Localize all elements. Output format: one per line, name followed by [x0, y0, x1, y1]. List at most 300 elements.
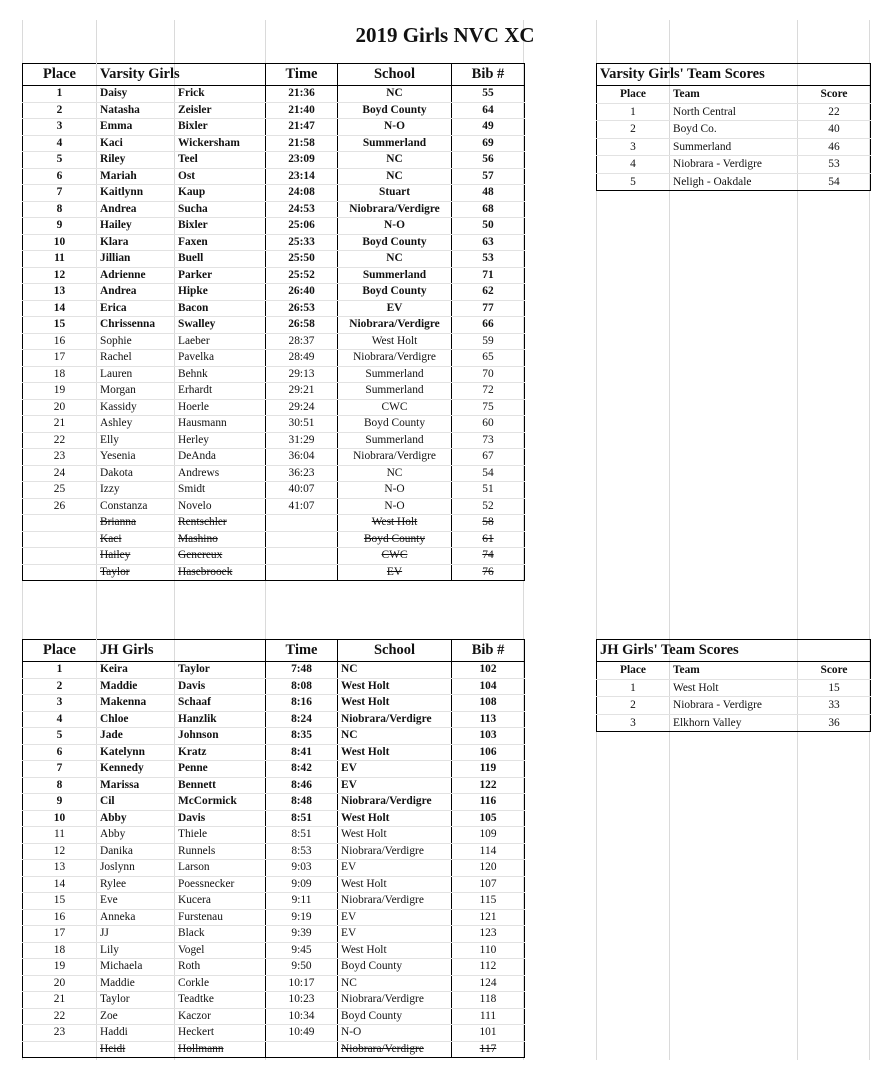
bib-cell: 74 [452, 548, 525, 565]
time-cell: 9:39 [266, 926, 338, 943]
last-name-cell: Davis [175, 810, 266, 827]
score-cell: 15 [798, 679, 871, 697]
school-cell: Summerland [338, 267, 452, 284]
first-name-cell: Morgan [97, 383, 175, 400]
score-cell: 36 [798, 714, 871, 732]
place-cell: 15 [23, 317, 97, 334]
last-name-cell: Schaaf [175, 695, 266, 712]
table-row [23, 531, 525, 548]
place-cell: 24 [23, 465, 97, 482]
first-name-cell: Chrissenna [97, 317, 175, 334]
place-cell: 4 [23, 711, 97, 728]
team-cell: Summerland [670, 138, 798, 156]
first-name-cell: JJ [97, 926, 175, 943]
table-row [23, 1041, 525, 1058]
table-row [23, 498, 525, 515]
first-name-cell: Danika [97, 843, 175, 860]
first-name-cell: Maddie [97, 975, 175, 992]
school-cell: Stuart [338, 185, 452, 202]
bib-cell: 118 [452, 992, 525, 1009]
score-cell: 46 [798, 138, 871, 156]
table-row [23, 893, 525, 910]
table-row [23, 284, 525, 301]
first-name-cell: Rachel [97, 350, 175, 367]
table-row [23, 1025, 525, 1042]
school-cell: N-O [338, 482, 452, 499]
time-cell: 25:50 [266, 251, 338, 268]
time-cell: 25:33 [266, 234, 338, 251]
school-cell: Boyd County [338, 234, 452, 251]
table-row [23, 135, 525, 152]
table-row [23, 201, 525, 218]
bib-cell: 73 [452, 432, 525, 449]
last-name-cell: Bixler [175, 218, 266, 235]
first-name-cell: Makenna [97, 695, 175, 712]
place-cell: 2 [597, 697, 670, 715]
time-cell: 29:13 [266, 366, 338, 383]
bib-cell: 119 [452, 761, 525, 778]
table-row [23, 267, 525, 284]
bib-cell: 104 [452, 678, 525, 695]
first-name-cell: Sophie [97, 333, 175, 350]
header-bib: Bib # [452, 64, 525, 86]
last-name-cell: Kaup [175, 185, 266, 202]
score-cell: 53 [798, 156, 871, 174]
bib-cell: 123 [452, 926, 525, 943]
time-cell: 9:09 [266, 876, 338, 893]
bib-cell: 54 [452, 465, 525, 482]
bib-cell: 114 [452, 843, 525, 860]
first-name-cell: Zoe [97, 1008, 175, 1025]
table-header [23, 64, 525, 86]
header-time: Time [266, 64, 338, 86]
school-cell: NC [338, 86, 452, 103]
last-name-cell: Parker [175, 267, 266, 284]
place-cell: 3 [597, 138, 670, 156]
header-score: Score [798, 86, 871, 104]
place-cell: 25 [23, 482, 97, 499]
bib-cell: 107 [452, 876, 525, 893]
time-cell: 26:53 [266, 300, 338, 317]
place-cell: 7 [23, 185, 97, 202]
time-cell: 40:07 [266, 482, 338, 499]
place-cell: 1 [23, 662, 97, 679]
last-name-cell: Kucera [175, 893, 266, 910]
time-cell: 24:53 [266, 201, 338, 218]
last-name-cell: DeAnda [175, 449, 266, 466]
bib-cell: 60 [452, 416, 525, 433]
school-cell: Niobrara/Verdigre [338, 1041, 452, 1058]
place-cell: 10 [23, 810, 97, 827]
bib-cell: 121 [452, 909, 525, 926]
first-name-cell: Heidi [97, 1041, 175, 1058]
bib-cell: 50 [452, 218, 525, 235]
header-name: JH Girls [97, 640, 266, 662]
first-name-cell: Daisy [97, 86, 175, 103]
school-cell: EV [338, 300, 452, 317]
first-name-cell: Taylor [97, 992, 175, 1009]
team-cell: Niobrara - Verdigre [670, 156, 798, 174]
last-name-cell: Zeisler [175, 102, 266, 119]
school-cell: West Holt [338, 810, 452, 827]
place-cell: 16 [23, 333, 97, 350]
first-name-cell: Chloe [97, 711, 175, 728]
score-cell: 33 [798, 697, 871, 715]
last-name-cell: Hollmann [175, 1041, 266, 1058]
table-row [23, 234, 525, 251]
header-place: Place [597, 86, 670, 104]
school-cell: West Holt [338, 333, 452, 350]
school-cell: West Holt [338, 942, 452, 959]
time-cell: 24:08 [266, 185, 338, 202]
table-row [23, 317, 525, 334]
bib-cell: 115 [452, 893, 525, 910]
place-cell: 4 [23, 135, 97, 152]
last-name-cell: Hanzlik [175, 711, 266, 728]
table-row [23, 959, 525, 976]
time-cell: 23:14 [266, 168, 338, 185]
place-cell: 11 [23, 251, 97, 268]
last-name-cell: Herley [175, 432, 266, 449]
school-cell: Boyd County [338, 959, 452, 976]
place-cell: 5 [597, 173, 670, 191]
bib-cell: 106 [452, 744, 525, 761]
bib-cell: 63 [452, 234, 525, 251]
time-cell: 9:11 [266, 893, 338, 910]
school-cell: NC [338, 975, 452, 992]
time-cell: 9:50 [266, 959, 338, 976]
page-title: 2019 Girls NVC XC [355, 23, 535, 47]
time-cell: 10:17 [266, 975, 338, 992]
school-cell: West Holt [338, 827, 452, 844]
school-cell: Niobrara/Verdigre [338, 711, 452, 728]
bib-cell: 77 [452, 300, 525, 317]
table-row [23, 383, 525, 400]
bib-cell: 116 [452, 794, 525, 811]
place-cell: 11 [23, 827, 97, 844]
last-name-cell: Johnson [175, 728, 266, 745]
last-name-cell: Black [175, 926, 266, 943]
time-cell: 8:42 [266, 761, 338, 778]
first-name-cell: Erica [97, 300, 175, 317]
school-cell: Boyd County [338, 102, 452, 119]
last-name-cell: Genereux [175, 548, 266, 565]
school-cell: NC [338, 465, 452, 482]
last-name-cell: Teel [175, 152, 266, 169]
time-cell: 23:09 [266, 152, 338, 169]
last-name-cell: Hasebrooek [175, 564, 266, 581]
table-row [597, 156, 871, 174]
header-team: Team [670, 86, 798, 104]
first-name-cell: Kaci [97, 531, 175, 548]
school-cell: N-O [338, 119, 452, 136]
table-row [23, 168, 525, 185]
bib-cell: 103 [452, 728, 525, 745]
first-name-cell: Maddie [97, 678, 175, 695]
bib-cell: 66 [452, 317, 525, 334]
table-row [23, 975, 525, 992]
first-name-cell: Abby [97, 827, 175, 844]
first-name-cell: Andrea [97, 284, 175, 301]
table-row [597, 697, 871, 715]
school-cell: West Holt [338, 876, 452, 893]
first-name-cell: Jillian [97, 251, 175, 268]
table-row [23, 794, 525, 811]
place-cell: 20 [23, 975, 97, 992]
last-name-cell: Laeber [175, 333, 266, 350]
place-cell: 13 [23, 284, 97, 301]
table-header [23, 640, 525, 662]
time-cell: 28:49 [266, 350, 338, 367]
place-cell: 19 [23, 383, 97, 400]
school-cell: NC [338, 728, 452, 745]
last-name-cell: Bixler [175, 119, 266, 136]
header-school: School [338, 64, 452, 86]
school-cell: Niobrara/Verdigre [338, 843, 452, 860]
time-cell: 29:24 [266, 399, 338, 416]
team-scores-header [597, 86, 871, 104]
last-name-cell: Vogel [175, 942, 266, 959]
place-cell: 8 [23, 777, 97, 794]
first-name-cell: Mariah [97, 168, 175, 185]
place-cell: 10 [23, 234, 97, 251]
bib-cell: 72 [452, 383, 525, 400]
last-name-cell: Runnels [175, 843, 266, 860]
bib-cell: 101 [452, 1025, 525, 1042]
last-name-cell: Sucha [175, 201, 266, 218]
school-cell: EV [338, 926, 452, 943]
place-cell: 3 [23, 695, 97, 712]
team-cell: West Holt [670, 679, 798, 697]
place-cell: 22 [23, 432, 97, 449]
table-row [23, 827, 525, 844]
last-name-cell: Wickersham [175, 135, 266, 152]
school-cell: Summerland [338, 135, 452, 152]
time-cell: 28:37 [266, 333, 338, 350]
header-school: School [338, 640, 452, 662]
place-cell: 17 [23, 350, 97, 367]
school-cell: EV [338, 564, 452, 581]
time-cell [266, 515, 338, 532]
last-name-cell: Bacon [175, 300, 266, 317]
time-cell [266, 548, 338, 565]
time-cell: 8:24 [266, 711, 338, 728]
time-cell: 8:08 [266, 678, 338, 695]
last-name-cell: Kaczor [175, 1008, 266, 1025]
place-cell: 6 [23, 744, 97, 761]
table-row [23, 810, 525, 827]
first-name-cell: Kaitlynn [97, 185, 175, 202]
table-row [597, 103, 871, 121]
table-row [23, 678, 525, 695]
bib-cell: 68 [452, 201, 525, 218]
last-name-cell: Furstenau [175, 909, 266, 926]
bib-cell: 52 [452, 498, 525, 515]
last-name-cell: Kratz [175, 744, 266, 761]
team-cell: Neligh - Oakdale [670, 173, 798, 191]
table-row [23, 843, 525, 860]
place-cell: 23 [23, 449, 97, 466]
time-cell: 25:06 [266, 218, 338, 235]
place-cell: 13 [23, 860, 97, 877]
table-row [23, 119, 525, 136]
bib-cell: 105 [452, 810, 525, 827]
place-cell: 26 [23, 498, 97, 515]
table-row [23, 761, 525, 778]
table-row [23, 350, 525, 367]
first-name-cell: Hailey [97, 218, 175, 235]
first-name-cell: Anneka [97, 909, 175, 926]
bib-cell: 48 [452, 185, 525, 202]
place-cell: 3 [597, 714, 670, 732]
time-cell: 8:35 [266, 728, 338, 745]
bib-cell: 117 [452, 1041, 525, 1058]
table-row [23, 662, 525, 679]
time-cell: 7:48 [266, 662, 338, 679]
place-cell: 22 [23, 1008, 97, 1025]
first-name-cell: Izzy [97, 482, 175, 499]
header-bib: Bib # [452, 640, 525, 662]
last-name-cell: Frick [175, 86, 266, 103]
header-place: Place [23, 640, 97, 662]
school-cell: Boyd County [338, 1008, 452, 1025]
team-scores-title: Varsity Girls' Team Scores [597, 64, 871, 86]
table-row [23, 926, 525, 943]
first-name-cell: Adrienne [97, 267, 175, 284]
bib-cell: 51 [452, 482, 525, 499]
bib-cell: 75 [452, 399, 525, 416]
place-cell: 23 [23, 1025, 97, 1042]
school-cell: NC [338, 152, 452, 169]
table-row [597, 679, 871, 697]
time-cell: 21:36 [266, 86, 338, 103]
header-place: Place [597, 662, 670, 680]
last-name-cell: Penne [175, 761, 266, 778]
school-cell: West Holt [338, 678, 452, 695]
time-cell: 36:04 [266, 449, 338, 466]
time-cell: 8:53 [266, 843, 338, 860]
time-cell: 21:47 [266, 119, 338, 136]
first-name-cell: Dakota [97, 465, 175, 482]
first-name-cell: Abby [97, 810, 175, 827]
first-name-cell: Kennedy [97, 761, 175, 778]
time-cell: 8:51 [266, 810, 338, 827]
table-row [597, 121, 871, 139]
time-cell: 21:58 [266, 135, 338, 152]
school-cell: Niobrara/Verdigre [338, 201, 452, 218]
bib-cell: 56 [452, 152, 525, 169]
place-cell [23, 564, 97, 581]
bib-cell: 110 [452, 942, 525, 959]
score-cell: 40 [798, 121, 871, 139]
place-cell: 2 [23, 102, 97, 119]
school-cell: Summerland [338, 383, 452, 400]
place-cell: 12 [23, 267, 97, 284]
table-row [597, 714, 871, 732]
place-cell: 21 [23, 416, 97, 433]
last-name-cell: Larson [175, 860, 266, 877]
header-place: Place [23, 64, 97, 86]
first-name-cell: Katelynn [97, 744, 175, 761]
bib-cell: 112 [452, 959, 525, 976]
first-name-cell: Elly [97, 432, 175, 449]
team-scores-title: JH Girls' Team Scores [597, 640, 871, 662]
first-name-cell: Michaela [97, 959, 175, 976]
time-cell: 29:21 [266, 383, 338, 400]
place-cell: 21 [23, 992, 97, 1009]
team-cell: Elkhorn Valley [670, 714, 798, 732]
bib-cell: 62 [452, 284, 525, 301]
table-row [23, 86, 525, 103]
table-row [23, 432, 525, 449]
place-cell: 18 [23, 942, 97, 959]
place-cell: 1 [597, 679, 670, 697]
first-name-cell: Klara [97, 234, 175, 251]
last-name-cell: Erhardt [175, 383, 266, 400]
school-cell: NC [338, 662, 452, 679]
varsity-team-scores-table [596, 63, 871, 191]
school-cell: Niobrara/Verdigre [338, 350, 452, 367]
place-cell: 18 [23, 366, 97, 383]
time-cell: 9:03 [266, 860, 338, 877]
place-cell: 5 [23, 728, 97, 745]
first-name-cell: Natasha [97, 102, 175, 119]
first-name-cell: Rylee [97, 876, 175, 893]
header-time: Time [266, 640, 338, 662]
last-name-cell: Corkle [175, 975, 266, 992]
time-cell: 9:19 [266, 909, 338, 926]
table-row [23, 942, 525, 959]
time-cell: 10:23 [266, 992, 338, 1009]
score-cell: 22 [798, 103, 871, 121]
table-row [23, 909, 525, 926]
first-name-cell: Yesenia [97, 449, 175, 466]
first-name-cell: Kaci [97, 135, 175, 152]
first-name-cell: Kassidy [97, 399, 175, 416]
school-cell: EV [338, 909, 452, 926]
school-cell: Boyd County [338, 284, 452, 301]
last-name-cell: Thiele [175, 827, 266, 844]
last-name-cell: Teadtke [175, 992, 266, 1009]
time-cell [266, 1041, 338, 1058]
place-cell: 2 [23, 678, 97, 695]
jh-team-scores-table [596, 639, 871, 732]
bib-cell: 70 [452, 366, 525, 383]
bib-cell: 49 [452, 119, 525, 136]
bib-cell: 120 [452, 860, 525, 877]
team-scores-header [597, 662, 871, 680]
last-name-cell: Hausmann [175, 416, 266, 433]
place-cell: 14 [23, 876, 97, 893]
table-row [23, 333, 525, 350]
table-row [23, 548, 525, 565]
place-cell: 15 [23, 893, 97, 910]
table-row [23, 449, 525, 466]
school-cell: Niobrara/Verdigre [338, 317, 452, 334]
time-cell: 10:49 [266, 1025, 338, 1042]
bib-cell: 102 [452, 662, 525, 679]
time-cell: 10:34 [266, 1008, 338, 1025]
first-name-cell: Eve [97, 893, 175, 910]
time-cell: 31:29 [266, 432, 338, 449]
table-row [23, 728, 525, 745]
place-cell [23, 531, 97, 548]
table-row [23, 482, 525, 499]
table-row [23, 465, 525, 482]
table-row [23, 744, 525, 761]
place-cell: 6 [23, 168, 97, 185]
table-row [23, 416, 525, 433]
